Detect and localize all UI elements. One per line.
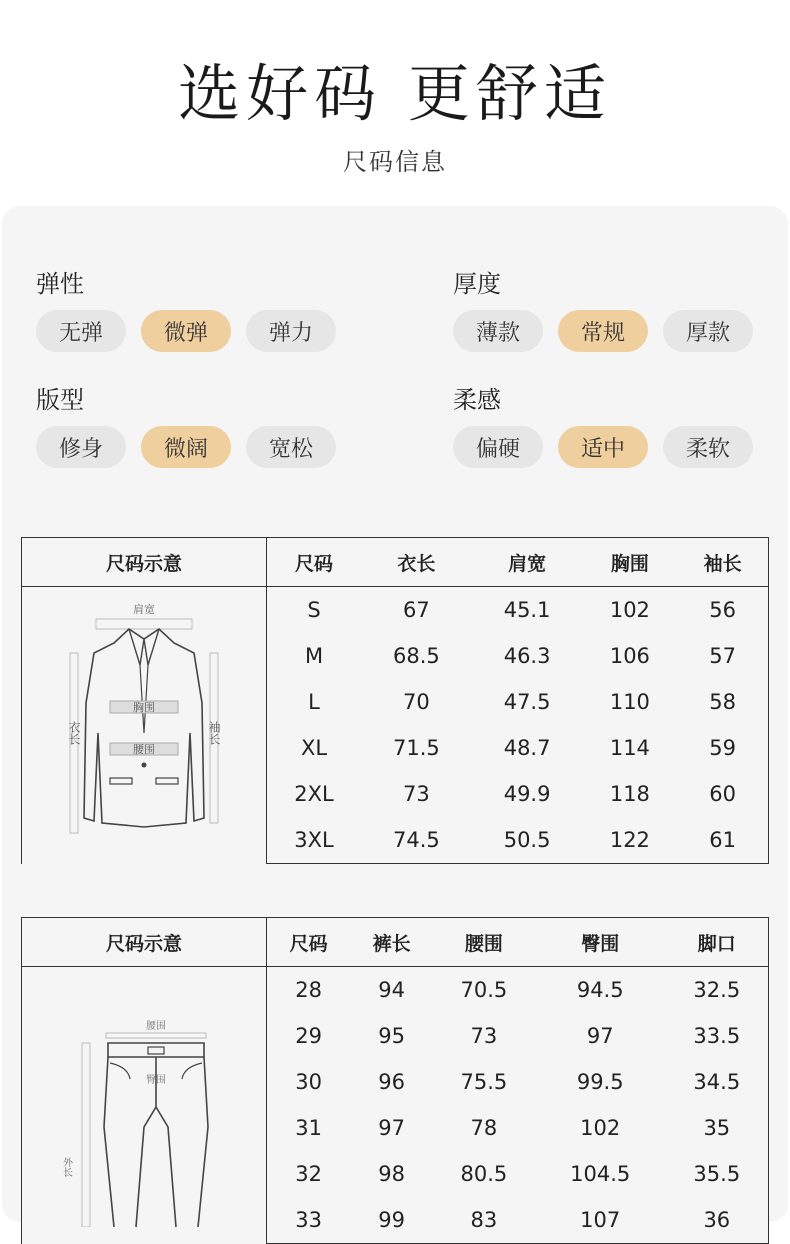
table-cell: 98 bbox=[378, 1162, 406, 1186]
table-cell: M bbox=[304, 644, 324, 668]
attr-group-softness bbox=[453, 382, 753, 468]
table-cell: 114 bbox=[609, 736, 650, 760]
table-cell: 35 bbox=[666, 1105, 769, 1151]
table-header: 尺码 bbox=[267, 538, 362, 587]
diagram-label-sleeve: 袖长 bbox=[207, 720, 221, 745]
table-cell: 94.5 bbox=[576, 978, 624, 1002]
table-header: 胸围 bbox=[582, 538, 677, 587]
page-subtitle: 尺码信息 bbox=[343, 148, 447, 176]
table-header: 尺码 bbox=[267, 918, 351, 967]
table-cell: 31 bbox=[295, 1116, 323, 1140]
attr-chip: 偏硬 bbox=[453, 426, 543, 468]
table-header: 脚口 bbox=[666, 918, 769, 967]
table-cell: 57 bbox=[677, 633, 768, 679]
table-cell: 68.5 bbox=[393, 644, 440, 668]
table-header-illustration: 尺码示意 bbox=[22, 918, 267, 967]
table-cell: 80.5 bbox=[460, 1162, 508, 1186]
table-cell: 48.7 bbox=[503, 736, 551, 760]
attr-group-fit bbox=[36, 382, 336, 468]
table-cell: 47.5 bbox=[503, 690, 551, 714]
table-row bbox=[22, 967, 769, 1014]
attr-chip-selected: 微阔 bbox=[141, 426, 231, 468]
table-cell: 50.5 bbox=[472, 817, 583, 864]
table-cell: 70.5 bbox=[460, 978, 508, 1002]
table-cell: 94 bbox=[378, 978, 406, 1002]
table-cell: 61 bbox=[677, 817, 768, 864]
attr-group-elasticity bbox=[36, 266, 336, 352]
diagram-label-chest: 胸围 bbox=[133, 700, 155, 714]
table-header: 裤长 bbox=[350, 918, 433, 967]
table-cell: 83 bbox=[433, 1197, 535, 1244]
table-header: 腰围 bbox=[433, 918, 535, 967]
table-cell: 58 bbox=[677, 679, 768, 725]
jacket-diagram-cell bbox=[22, 587, 267, 864]
table-cell: 32 bbox=[295, 1162, 323, 1186]
table-cell: 96 bbox=[378, 1070, 406, 1094]
attr-chip: 厚款 bbox=[663, 310, 753, 352]
pants-size-table bbox=[21, 917, 769, 1244]
table-header: 袖长 bbox=[677, 538, 768, 587]
table-cell: 99.5 bbox=[576, 1070, 624, 1094]
table-cell: 28 bbox=[295, 978, 323, 1002]
table-header: 肩宽 bbox=[472, 538, 583, 587]
table-cell: 99 bbox=[350, 1197, 433, 1244]
diagram-label-outseam: 外长 bbox=[60, 1157, 72, 1177]
attr-group-thickness bbox=[453, 266, 753, 352]
table-header: 衣长 bbox=[361, 538, 472, 587]
table-cell: 104.5 bbox=[570, 1162, 631, 1186]
attr-chip-selected: 适中 bbox=[558, 426, 648, 468]
attr-chip: 薄款 bbox=[453, 310, 543, 352]
attr-label: 柔感 bbox=[453, 386, 501, 414]
table-cell: L bbox=[308, 690, 320, 714]
table-row bbox=[22, 587, 769, 634]
table-cell: 107 bbox=[535, 1197, 666, 1244]
table-cell: 33 bbox=[267, 1197, 351, 1244]
table-cell: 73 bbox=[403, 782, 430, 806]
table-header-illustration: 尺码示意 bbox=[22, 538, 267, 587]
attr-label: 厚度 bbox=[453, 270, 501, 298]
table-cell: 60 bbox=[677, 771, 768, 817]
table-cell: 70 bbox=[403, 690, 430, 714]
table-cell: 74.5 bbox=[361, 817, 472, 864]
table-cell: 49.9 bbox=[503, 782, 551, 806]
table-cell: 97 bbox=[586, 1024, 614, 1048]
attr-chip-selected: 微弹 bbox=[141, 310, 231, 352]
jacket-size-table bbox=[21, 537, 769, 864]
attr-chip: 柔软 bbox=[663, 426, 753, 468]
table-cell: 34.5 bbox=[666, 1059, 769, 1105]
diagram-label-waist: 腰围 bbox=[133, 742, 155, 756]
attr-label: 弹性 bbox=[36, 270, 84, 298]
table-cell: 110 bbox=[609, 690, 650, 714]
table-cell: 35.5 bbox=[666, 1151, 769, 1197]
jacket-diagram-icon bbox=[44, 593, 244, 853]
attr-chip: 修身 bbox=[36, 426, 126, 468]
table-cell: 56 bbox=[677, 587, 768, 634]
attr-chip: 无弹 bbox=[36, 310, 126, 352]
attr-chip: 宽松 bbox=[246, 426, 336, 468]
table-cell: XL bbox=[300, 736, 328, 760]
pants-diagram-cell bbox=[22, 967, 267, 1244]
table-cell: 106 bbox=[609, 644, 650, 668]
table-cell: 97 bbox=[378, 1116, 406, 1140]
table-cell: 78 bbox=[470, 1116, 498, 1140]
diagram-label-hip: 臀围 bbox=[146, 1075, 166, 1086]
table-cell: 36 bbox=[666, 1197, 769, 1244]
table-cell: 102 bbox=[609, 598, 650, 622]
pants-diagram-icon bbox=[44, 967, 244, 1227]
table-cell: 46.3 bbox=[503, 644, 551, 668]
attr-chip-selected: 常规 bbox=[558, 310, 648, 352]
table-cell: 32.5 bbox=[666, 967, 769, 1014]
table-cell: 122 bbox=[582, 817, 677, 864]
table-cell: 95 bbox=[378, 1024, 406, 1048]
diagram-label-waist: 腰围 bbox=[146, 1021, 166, 1032]
table-cell: 29 bbox=[295, 1024, 323, 1048]
diagram-label-shoulder: 肩宽 bbox=[133, 602, 155, 616]
attr-chip: 弹力 bbox=[246, 310, 336, 352]
table-cell: 45.1 bbox=[503, 598, 551, 622]
attr-label: 版型 bbox=[36, 386, 84, 414]
table-cell: 75.5 bbox=[460, 1070, 508, 1094]
table-cell: 73 bbox=[470, 1024, 498, 1048]
table-cell: 59 bbox=[677, 725, 768, 771]
page-title: 选好码 更舒适 bbox=[178, 57, 612, 130]
diagram-label-length: 衣长 bbox=[67, 720, 81, 745]
table-cell: 33.5 bbox=[666, 1013, 769, 1059]
table-cell: 102 bbox=[580, 1116, 621, 1140]
table-cell: 2XL bbox=[294, 782, 334, 806]
table-cell: 67 bbox=[403, 598, 430, 622]
table-cell: 3XL bbox=[267, 817, 362, 864]
table-cell: 118 bbox=[609, 782, 650, 806]
table-cell: 71.5 bbox=[393, 736, 440, 760]
table-cell: S bbox=[307, 598, 321, 622]
table-cell: 30 bbox=[295, 1070, 323, 1094]
table-header: 臀围 bbox=[535, 918, 666, 967]
